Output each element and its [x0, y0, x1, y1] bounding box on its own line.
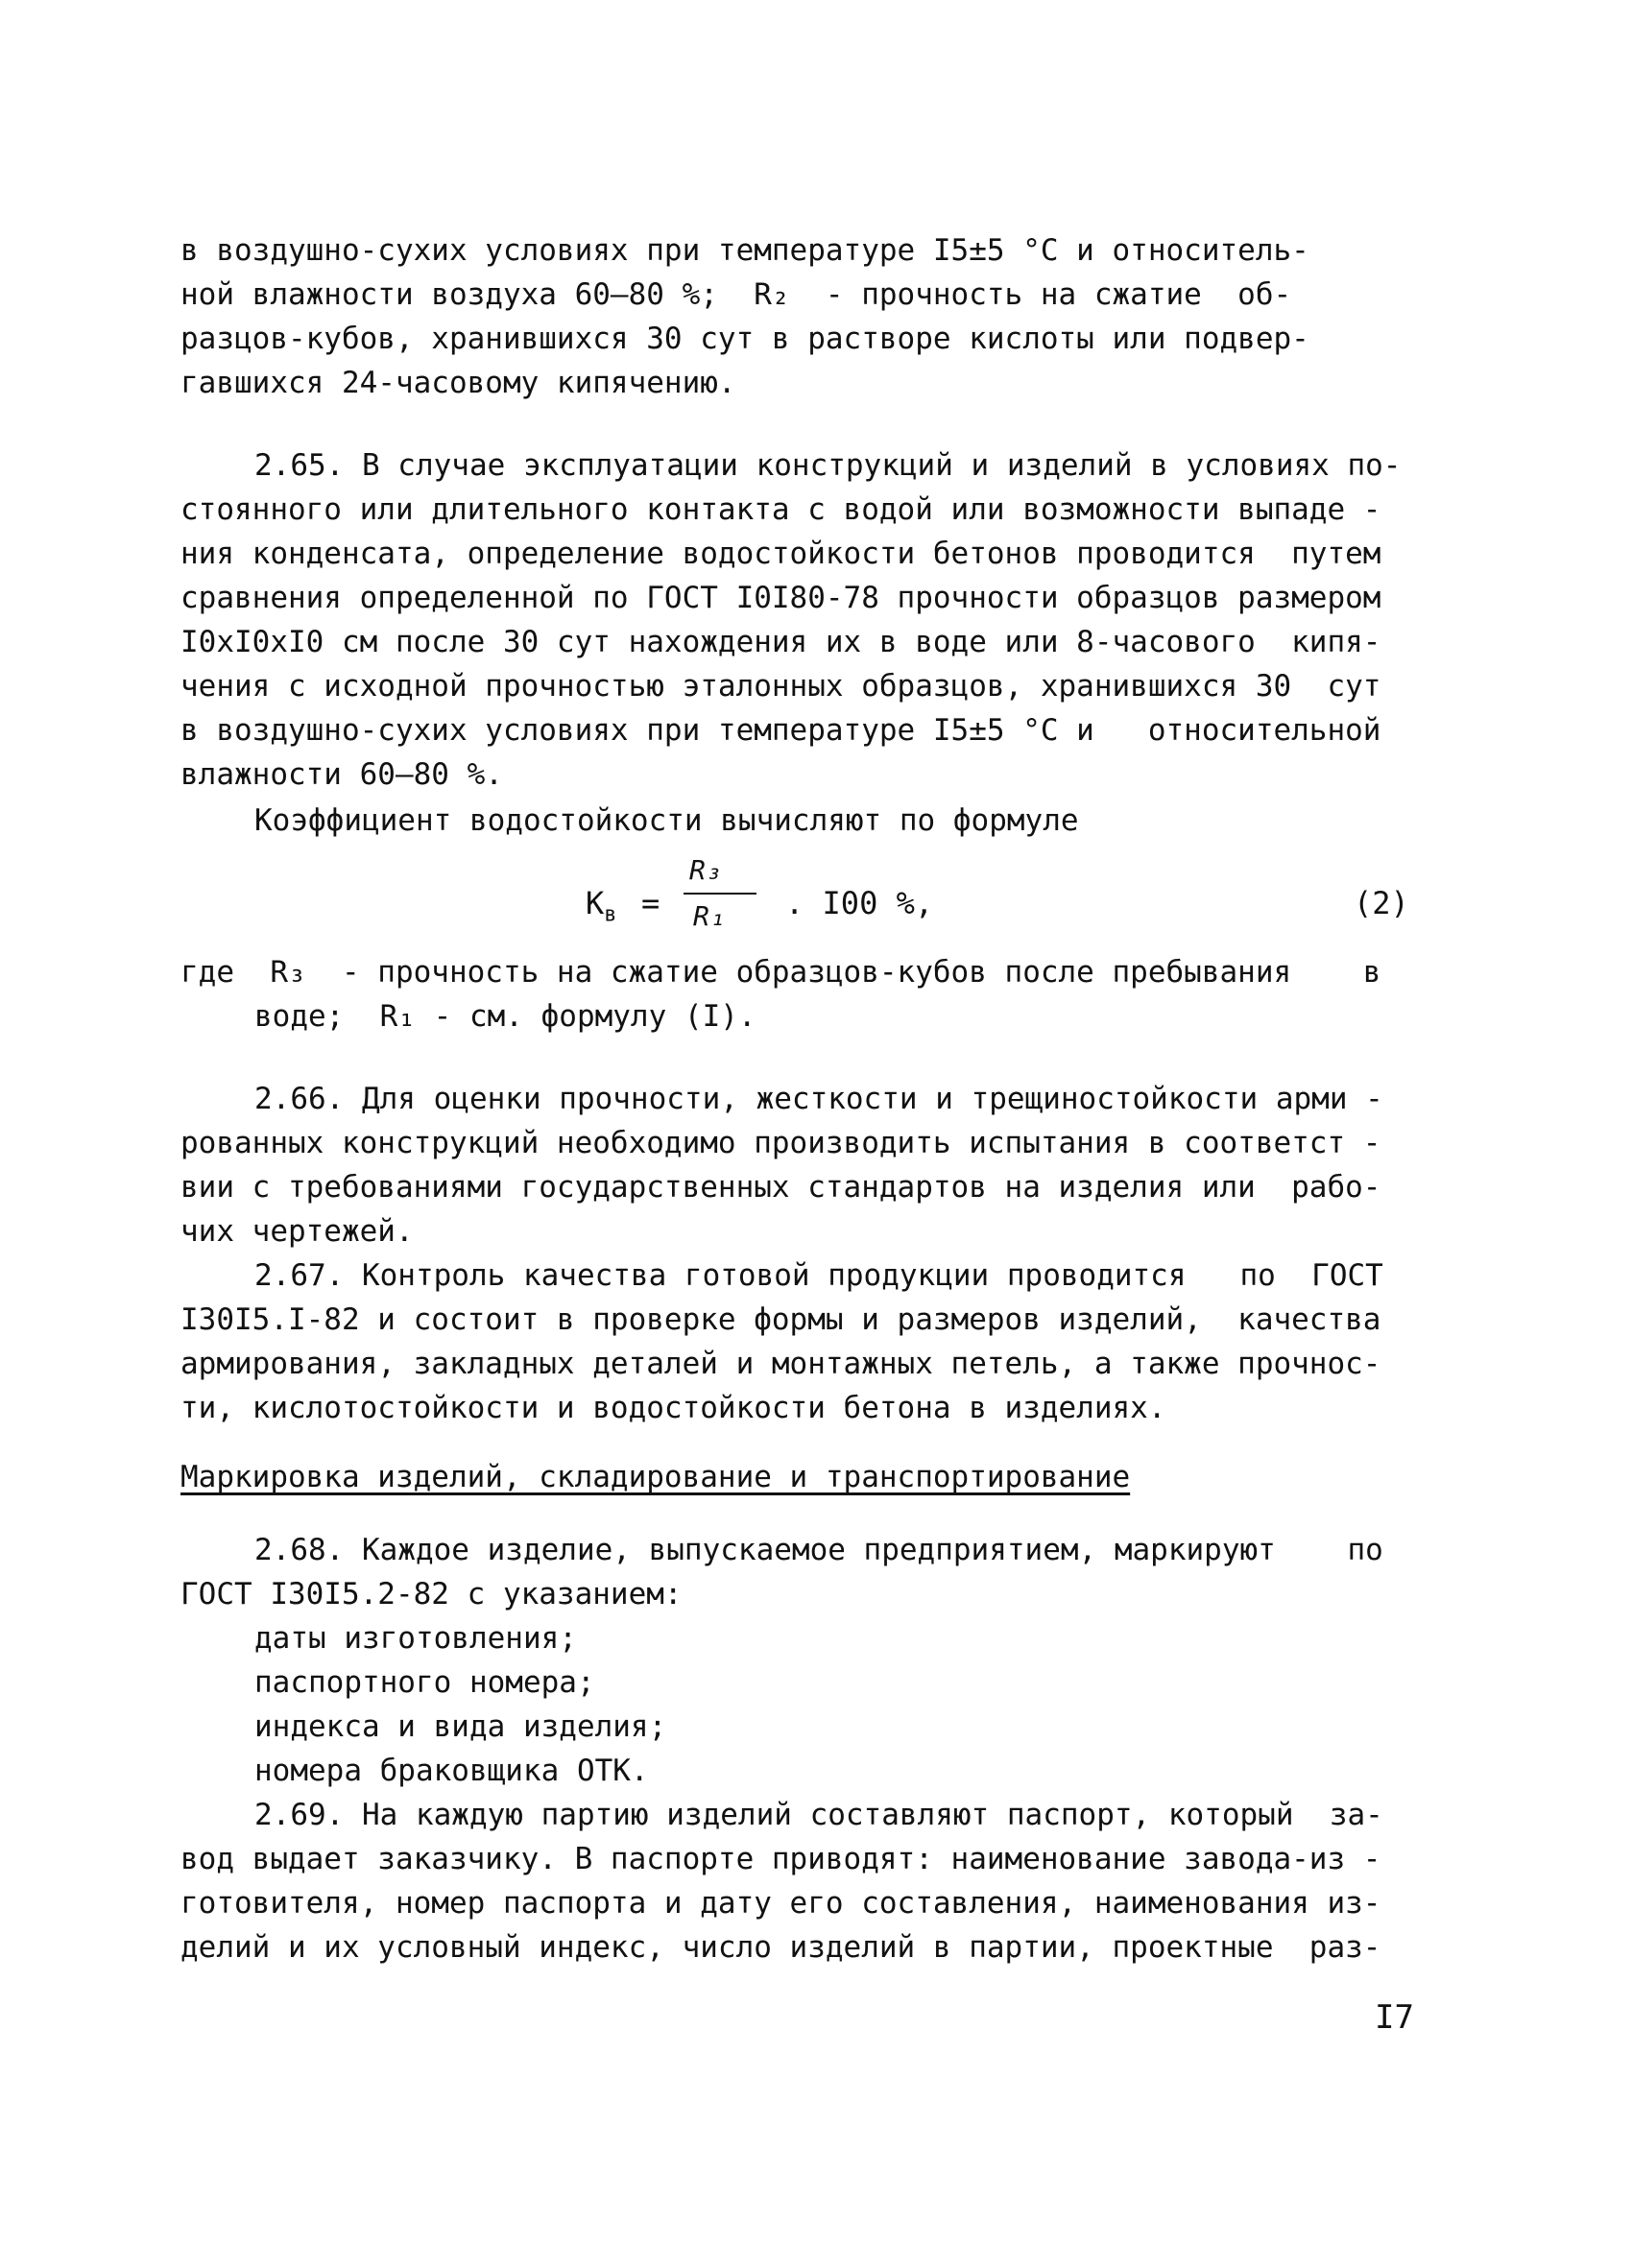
text-line: вод выдает заказчику. В паспорте приводят: наименование завода-из -	[180, 1842, 1381, 1876]
section-heading: Маркировка изделий, складирование и транспортирование	[180, 1460, 1131, 1494]
text-line: разцов-кубов, хранившихся 30 сут в растворе кислоты или подвер-	[180, 322, 1309, 356]
text-line: в воздушно-сухих условиях при температуре I5±5 °С и относитель-	[180, 233, 1309, 268]
formula-tail: . I00 %,	[785, 885, 934, 921]
text-line: в воздушно-сухих условиях при температуре I5±5 °С и относительной	[180, 713, 1381, 748]
formula-number: (2)	[1354, 885, 1409, 921]
text-line: I30I5.I-82 и состоит в проверке формы и размеров изделий, качества	[180, 1302, 1381, 1337]
list-item: индекса и вида изделия;	[254, 1709, 667, 1744]
paragraph-2-67-first-line: 2.67. Контроль качества готовой продукции проводится по ГОСТ	[254, 1258, 1383, 1293]
where-line-continued: воде; R₁ - см. формулу (I).	[254, 999, 756, 1034]
paragraph-2-69-first-line: 2.69. На каждую партию изделий составляют паспорт, который за-	[254, 1798, 1383, 1832]
text-line: вии с требованиями государственных стандартов на изделия или рабо-	[180, 1170, 1381, 1205]
text-line: ной влажности воздуха 60–80 %; R₂ - прочность на сжатие об-	[180, 277, 1292, 312]
paragraph-2-66-first-line: 2.66. Для оценки прочности, жесткости и трещиностойкости арми -	[254, 1082, 1383, 1116]
text-line: чих чертежей.	[180, 1214, 414, 1249]
paragraph-2-68-first-line: 2.68. Каждое изделие, выпускаемое предприятием, маркируют по	[254, 1533, 1383, 1567]
formula-equals: =	[641, 885, 660, 921]
text-line: готовителя, номер паспорта и дату его составления, наименования из-	[180, 1886, 1381, 1921]
text-line: сравнения определенной по ГОСТ I0I80-78 прочности образцов размером	[180, 581, 1381, 615]
text-line: ти, кислотостойкости и водостойкости бетона в изделиях.	[180, 1391, 1166, 1425]
formula-lhs: $К_в$	[586, 885, 617, 927]
text-line: армирования, закладных деталей и монтажных петель, а также прочнос-	[180, 1347, 1381, 1381]
list-item: паспортного номера;	[254, 1665, 595, 1700]
where-line: где R₃ - прочность на сжатие образцов-кубов после пребывания в	[180, 955, 1381, 990]
fraction-bar	[684, 893, 756, 895]
formula-lhs-subscript: в	[604, 902, 617, 927]
formula-2	[576, 852, 1421, 958]
text-line: делий и их условный индекс, число изделий в партии, проектные раз-	[180, 1930, 1381, 1965]
text-line: влажности 60–80 %.	[180, 757, 503, 792]
formula-denominator: R₁	[693, 900, 726, 932]
text-line: рованных конструкций необходимо производить испытания в соответст -	[180, 1126, 1381, 1160]
list-item: номера браковщика ОТК.	[254, 1754, 649, 1788]
text-line: ГОСТ I30I5.2-82 с указанием:	[180, 1577, 683, 1611]
text-line: гавшихся 24-часовому кипячению.	[180, 366, 736, 400]
list-item: даты изготовления;	[254, 1621, 577, 1656]
text-line: ния конденсата, определение водостойкости бетонов проводится путем	[180, 537, 1381, 571]
paragraph-2-65-first-line: 2.65. В случае эксплуатации конструкций и изделий в условиях по-	[254, 448, 1402, 483]
formula-numerator: R₃	[689, 854, 722, 886]
text-line: I0xI0xI0 см после 30 сут нахождения их в воде или 8-часового кипя-	[180, 625, 1381, 659]
text-line: стоянного или длительного контакта с водой или возможности выпаде -	[180, 492, 1381, 527]
text-line: чения с исходной прочностью эталонных образцов, хранившихся 30 сут	[180, 669, 1381, 704]
coefficient-intro-text: Коэффициент водостойкости вычисляют по формуле	[254, 803, 1079, 838]
page-number: I7	[1375, 1998, 1414, 2037]
